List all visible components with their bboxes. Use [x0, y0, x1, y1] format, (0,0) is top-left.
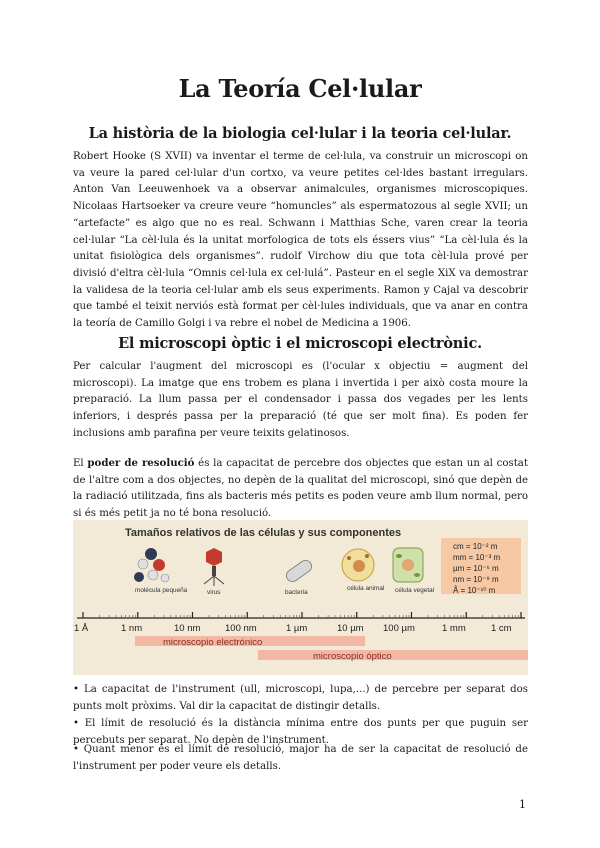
resolution-prefix: El	[73, 458, 88, 469]
tick-1mm: 1 mm	[442, 623, 466, 634]
tick-1um: 1 µm	[286, 623, 308, 634]
molecule-illustration	[134, 548, 169, 582]
label-molecule: molécula pequeña	[135, 587, 188, 594]
unit-nm: nm = 10⁻⁹ m	[453, 575, 499, 584]
animal-cell-illustration	[342, 549, 374, 581]
tick-10nm: 10 nm	[174, 623, 201, 634]
cell-size-figure-svg	[73, 520, 528, 675]
tick-100um: 100 µm	[383, 623, 415, 634]
unit-cm: cm = 10⁻² m	[453, 542, 498, 551]
paragraph-history: Robert Hooke (S XVII) va inventar el terme de cel·lula, va construir un microscopi on va veure la pared cel·lular d'un cortxo, va veure petites cel·ldes bastant irregulars. Anton Van Leeuwenhoek va a observar animalcules, organismes microscopiques. Nicolaas Hartsoeker va creure veure “homuncles” als espermatozous al segle XVII; un “artefacte” es algo que no es real. Schwann i Matthias Sche, varen crear la teoria cel·lular “La cèl·lula és la unitat morfologica de tots els éssers vius” “La cèl·lula és la unitat fisiològica dels organismes”. rudolf Virchow diu que tota cèl·lula prové per divisió d'eltra cèl·lula “Omnis cel·lula ex cel·lulá”. Pasteur en el segle XiX va demostrar la validesa de la teoria cel·lular amb els seus experiments. Ramon y Cajal va descobrir que també el teixit nerviós està format per cèl·lules individuals, que va anar en contra la teoría de Camillo Golgi i va rebre el nobel de Medicina a 1906.	[73, 151, 528, 330]
label-animal-cell: célula animal	[347, 585, 385, 592]
section-heading-microscopes: El microscopi òptic i el microscopi electrònic.	[118, 335, 482, 352]
tick-1A: 1 Å	[74, 623, 89, 634]
unit-mm: mm = 10⁻³ m	[453, 553, 501, 562]
figure-title: Tamaños relativos de las células y sus componentes	[125, 527, 402, 539]
page-number: 1	[519, 798, 526, 811]
label-bacteria: bacteria	[285, 589, 308, 596]
bullet-inverse-relation: • Quant menor és el límit de resolució, major ha de ser la capacitat de resolució de l'instrument per poder veure els detalls.	[73, 744, 528, 772]
tick-1cm: 1 cm	[491, 623, 512, 634]
paragraph-magnification: Per calcular l'augment del microscopi es (l'ocular x objectiu = augment del microscopi). La imatge que ens trobem es plana i invertida i per això costa moure la preparació. La llum passa per el condensador i passa dos vegades per les lents inferiors, i després passa per la preparació (té que ser molt fina). Es poden fer inclusions amb parafina per veure teixits gelatinosos.	[73, 361, 528, 439]
tick-1nm: 1 nm	[121, 623, 143, 634]
scale-tick-labels	[74, 623, 512, 634]
minor-ticks	[83, 612, 521, 618]
bacteria-illustration	[284, 558, 314, 584]
tick-10um: 10 µm	[337, 623, 364, 634]
units-legend	[441, 538, 521, 595]
section-heading-history: La història de la biologia cel·lular i la teoria cel·lular.	[88, 125, 512, 142]
bullet-resolution-limit: • El límit de resolució és la distància mínima entre dos punts per que puguin ser percebuts per separat. No depèn de l'instrument.	[73, 718, 528, 746]
unit-um: µm = 10⁻⁶ m	[453, 564, 499, 573]
label-electron-microscope: microscopio electrónico	[163, 637, 263, 648]
unit-angstrom: Å = 10⁻¹⁰ m	[453, 586, 496, 595]
label-optical-microscope: microscopio óptico	[313, 651, 392, 662]
bullet-capacity: • La capacitat de l'instrument (ull, microscopi, lupa,...) de percebre per separat dos punts molt pròxims. Val dir la capacitat de distingir detalls.	[73, 684, 528, 712]
bar-optical-microscope	[258, 650, 528, 660]
virus-illustration	[204, 548, 224, 586]
log-scale-axis	[77, 612, 525, 618]
cell-size-figure	[73, 520, 528, 675]
label-plant-cell: célula vegetal	[395, 587, 435, 594]
resolution-term: poder de resolució	[87, 457, 195, 469]
resolution-rest: és la capacitat de percebre dos objectes que estan un al costat de l'altre com a dos objectes, no depèn de la qualitat del microscopi, sinó que depèn de la radiació utilitzada, fins als bacteris més petits es poden veure amb llum normal, pero si és més petit ja no té bona resolució.	[73, 458, 528, 520]
page-title: La Teoría Cel·lular	[178, 74, 422, 103]
paragraph-resolution	[73, 455, 528, 523]
label-virus: virus	[207, 589, 221, 596]
plant-cell-illustration	[393, 548, 423, 582]
tick-100nm: 100 nm	[225, 623, 257, 634]
